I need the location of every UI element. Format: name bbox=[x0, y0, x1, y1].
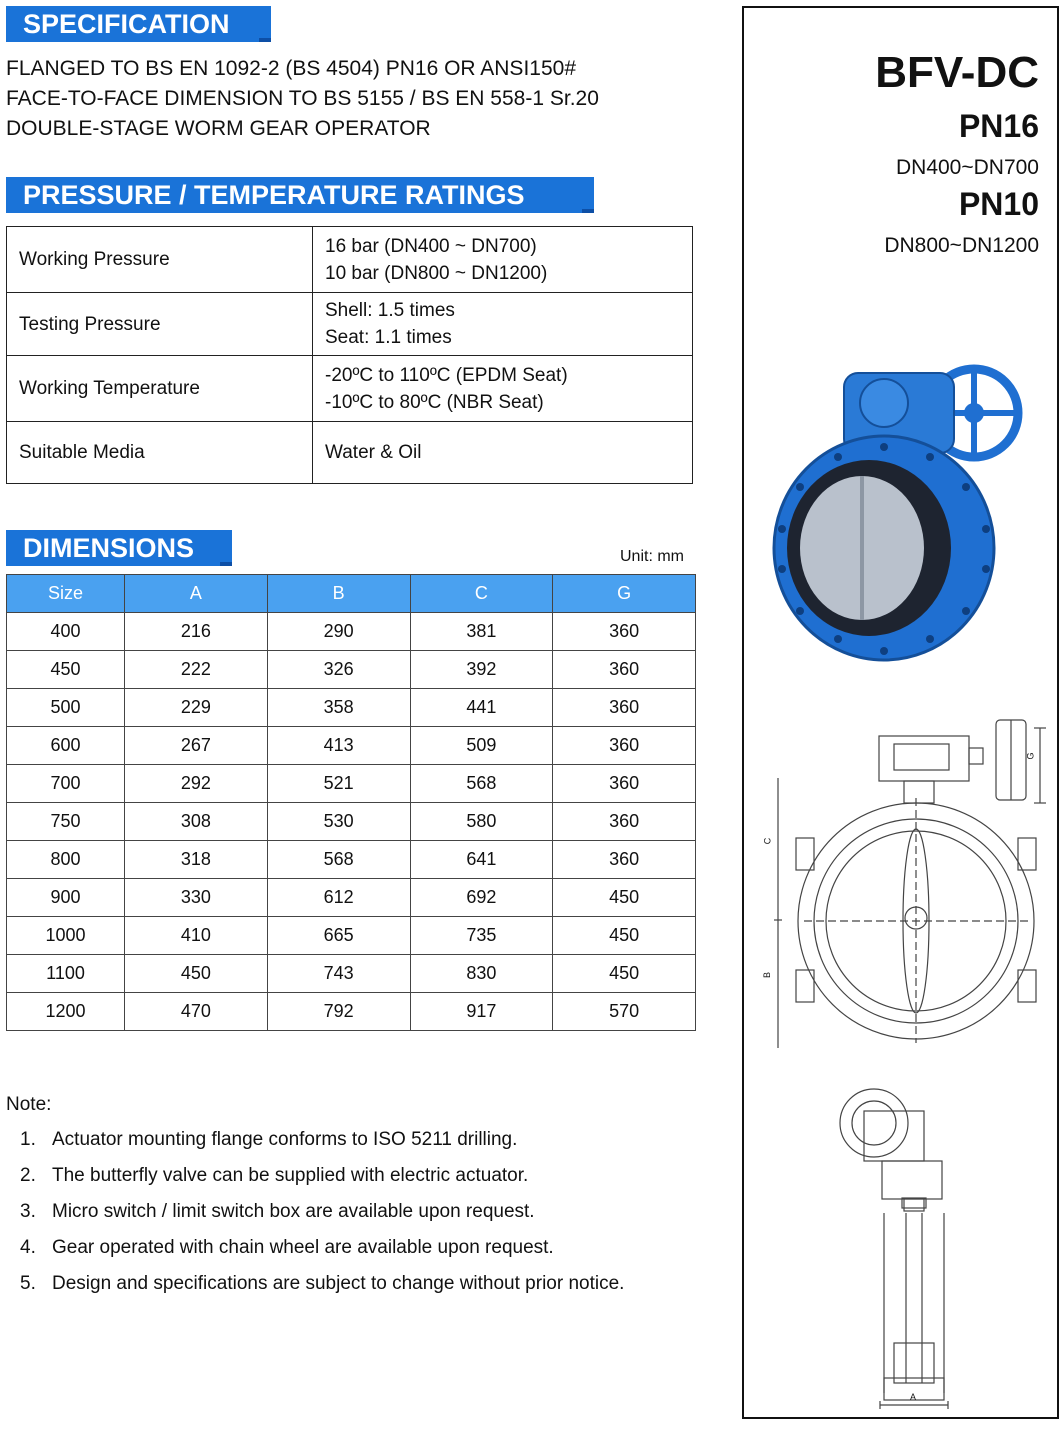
table-cell: 792 bbox=[267, 993, 410, 1031]
table-row bbox=[7, 841, 696, 879]
note-text: Actuator mounting flange conforms to ISO 5211 drilling. bbox=[52, 1129, 518, 1150]
table-cell: 917 bbox=[410, 993, 553, 1031]
table-cell: 509 bbox=[410, 727, 553, 765]
specification-header: SPECIFICATION bbox=[6, 6, 271, 42]
table-cell: 381 bbox=[410, 613, 553, 651]
table-cell: 1200 bbox=[7, 993, 125, 1031]
front-view-drawing bbox=[744, 708, 1057, 1048]
rating-value: 16 bar (DN400 ~ DN700) 10 bar (DN800 ~ DN1200) bbox=[313, 227, 693, 293]
table-row bbox=[7, 651, 696, 689]
table-cell: 410 bbox=[125, 917, 268, 955]
column-header: A bbox=[125, 575, 268, 613]
table-cell: 318 bbox=[125, 841, 268, 879]
table-cell: 568 bbox=[267, 841, 410, 879]
pressure-ratings-table bbox=[6, 226, 693, 484]
table-cell: 750 bbox=[7, 803, 125, 841]
table-cell: 570 bbox=[553, 993, 696, 1031]
table-cell: 450 bbox=[553, 955, 696, 993]
rating-label: Working Pressure bbox=[7, 227, 313, 293]
table-cell: 470 bbox=[125, 993, 268, 1031]
table-cell: 530 bbox=[267, 803, 410, 841]
table-cell: 743 bbox=[267, 955, 410, 993]
table-row bbox=[7, 227, 693, 293]
column-header: Size bbox=[7, 575, 125, 613]
table-cell: 360 bbox=[553, 727, 696, 765]
rating-value: Shell: 1.5 times Seat: 1.1 times bbox=[313, 293, 693, 356]
note-text: Micro switch / limit switch box are available upon request. bbox=[52, 1201, 535, 1222]
dimensions-header: DIMENSIONS bbox=[6, 530, 232, 566]
table-row bbox=[7, 689, 696, 727]
table-row bbox=[7, 293, 693, 356]
rating-label: Testing Pressure bbox=[7, 293, 313, 356]
column-header: G bbox=[553, 575, 696, 613]
note-item bbox=[20, 1200, 624, 1236]
note-item bbox=[20, 1128, 624, 1164]
table-cell: 735 bbox=[410, 917, 553, 955]
table-cell: 308 bbox=[125, 803, 268, 841]
table-cell: 360 bbox=[553, 613, 696, 651]
table-cell: 229 bbox=[125, 689, 268, 727]
table-cell: 600 bbox=[7, 727, 125, 765]
table-cell: 1100 bbox=[7, 955, 125, 993]
table-cell: 360 bbox=[553, 765, 696, 803]
table-row bbox=[7, 765, 696, 803]
table-header-row bbox=[7, 575, 696, 613]
table-cell: 290 bbox=[267, 613, 410, 651]
table-row bbox=[7, 613, 696, 651]
note-item bbox=[20, 1164, 624, 1200]
table-cell: 580 bbox=[410, 803, 553, 841]
dimension-label-g: G bbox=[1025, 752, 1036, 760]
note-number: 5. bbox=[20, 1273, 36, 1294]
note-text: Gear operated with chain wheel are available upon request. bbox=[52, 1237, 554, 1258]
table-cell: 450 bbox=[553, 917, 696, 955]
table-cell: 360 bbox=[553, 841, 696, 879]
table-cell: 360 bbox=[553, 803, 696, 841]
note-number: 2. bbox=[20, 1165, 36, 1186]
column-header: C bbox=[410, 575, 553, 613]
table-cell: 222 bbox=[125, 651, 268, 689]
table-row bbox=[7, 356, 693, 422]
table-cell: 641 bbox=[410, 841, 553, 879]
spec-line: FACE-TO-FACE DIMENSION TO BS 5155 / BS EN 558-1 Sr.20 bbox=[6, 87, 599, 110]
product-side-panel bbox=[742, 6, 1059, 1419]
table-cell: 413 bbox=[267, 727, 410, 765]
table-cell: 392 bbox=[410, 651, 553, 689]
table-cell: 330 bbox=[125, 879, 268, 917]
table-cell: 692 bbox=[410, 879, 553, 917]
table-cell: 800 bbox=[7, 841, 125, 879]
table-cell: 665 bbox=[267, 917, 410, 955]
side-view-drawing bbox=[744, 1083, 1057, 1413]
specification-lines bbox=[6, 54, 599, 144]
dimension-label-c: C bbox=[762, 837, 773, 845]
table-cell: 360 bbox=[553, 689, 696, 727]
dimension-label-b: B bbox=[762, 971, 773, 979]
rating-value: Water & Oil bbox=[313, 422, 693, 484]
table-cell: 1000 bbox=[7, 917, 125, 955]
rating-value: -20ºC to 110ºC (EPDM Seat) -10ºC to 80ºC (NBR Seat) bbox=[313, 356, 693, 422]
note-number: 4. bbox=[20, 1237, 36, 1258]
table-cell: 441 bbox=[410, 689, 553, 727]
model-name: BFV-DC bbox=[875, 48, 1039, 97]
table-row bbox=[7, 879, 696, 917]
note-number: 3. bbox=[20, 1201, 36, 1222]
table-cell: 326 bbox=[267, 651, 410, 689]
dimension-label-a: A bbox=[910, 1392, 917, 1402]
table-cell: 360 bbox=[553, 651, 696, 689]
table-cell: 450 bbox=[553, 879, 696, 917]
note-text: The butterfly valve can be supplied with electric actuator. bbox=[52, 1165, 529, 1186]
table-row bbox=[7, 727, 696, 765]
table-cell: 450 bbox=[7, 651, 125, 689]
rating-label: Suitable Media bbox=[7, 422, 313, 484]
notes-title: Note: bbox=[6, 1094, 52, 1115]
pressure-ratings-header: PRESSURE / TEMPERATURE RATINGS bbox=[6, 177, 594, 213]
note-item bbox=[20, 1236, 624, 1272]
table-cell: 612 bbox=[267, 879, 410, 917]
table-cell: 568 bbox=[410, 765, 553, 803]
table-cell: 521 bbox=[267, 765, 410, 803]
unit-label: Unit: mm bbox=[620, 548, 684, 565]
table-row bbox=[7, 422, 693, 484]
table-cell: 267 bbox=[125, 727, 268, 765]
table-cell: 830 bbox=[410, 955, 553, 993]
table-cell: 358 bbox=[267, 689, 410, 727]
table-row bbox=[7, 803, 696, 841]
table-cell: 216 bbox=[125, 613, 268, 651]
table-cell: 450 bbox=[125, 955, 268, 993]
dimensions-table bbox=[6, 574, 696, 1031]
note-text: Design and specifications are subject to change without prior notice. bbox=[52, 1273, 625, 1294]
table-cell: 700 bbox=[7, 765, 125, 803]
pressure-class-pn16: PN16 bbox=[958, 108, 1039, 144]
table-cell: 900 bbox=[7, 879, 125, 917]
column-header: B bbox=[267, 575, 410, 613]
note-item bbox=[20, 1272, 624, 1308]
size-range-pn16: DN400~DN700 bbox=[895, 156, 1039, 179]
butterfly-valve-photo bbox=[744, 343, 1057, 673]
table-row bbox=[7, 993, 696, 1031]
note-number: 1. bbox=[20, 1129, 36, 1150]
size-range-pn10: DN800~DN1200 bbox=[884, 234, 1039, 257]
notes-list bbox=[20, 1128, 624, 1308]
table-row bbox=[7, 917, 696, 955]
spec-line: DOUBLE-STAGE WORM GEAR OPERATOR bbox=[6, 117, 431, 140]
rating-label: Working Temperature bbox=[7, 356, 313, 422]
spec-line: FLANGED TO BS EN 1092-2 (BS 4504) PN16 OR ANSI150# bbox=[6, 57, 576, 80]
table-row bbox=[7, 955, 696, 993]
table-cell: 500 bbox=[7, 689, 125, 727]
table-cell: 400 bbox=[7, 613, 125, 651]
table-cell: 292 bbox=[125, 765, 268, 803]
pressure-class-pn10: PN10 bbox=[958, 186, 1039, 222]
